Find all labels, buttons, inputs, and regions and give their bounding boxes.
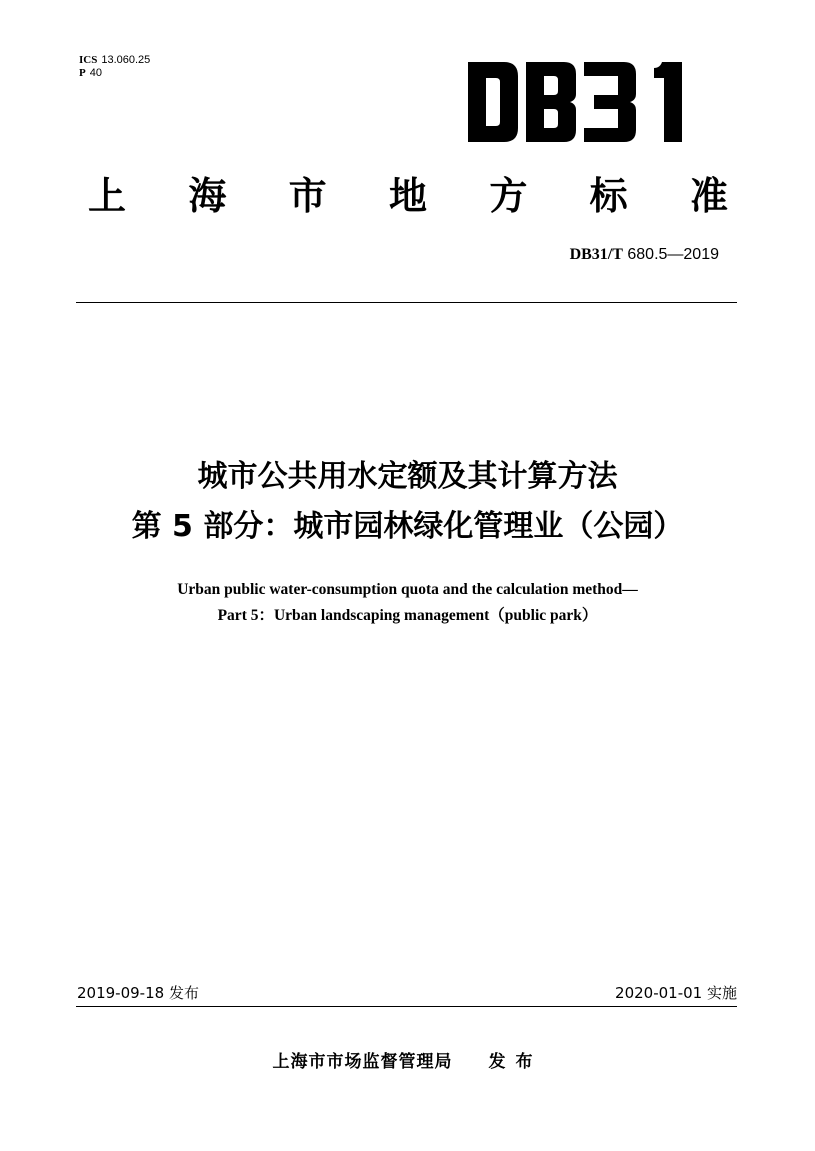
- category-char: 上: [88, 173, 127, 218]
- top-divider: [76, 302, 737, 303]
- publisher-action: 发布: [488, 1052, 543, 1072]
- title-cn-line2: 第 5 部分：城市园林绿化管理业（公园）: [131, 509, 684, 544]
- implementation-date: 2020-01-01 实施: [615, 984, 737, 1002]
- issue-date: 2019-09-18 发布: [77, 984, 199, 1002]
- ccs-code: 40: [89, 67, 102, 79]
- classification-codes: [79, 54, 150, 80]
- title-en-line2: Part 5：Urban landscaping management（public park）: [217, 607, 598, 624]
- ics-label: ICS: [79, 54, 98, 66]
- bottom-divider: [76, 1006, 737, 1007]
- ics-code: 13.060.25: [101, 54, 151, 66]
- publisher-org: 上海市市场监督管理局: [272, 1052, 453, 1072]
- ics-line: [79, 54, 150, 67]
- standard-code: 680.5—2019: [622, 246, 719, 263]
- ccs-line: [79, 67, 150, 80]
- category-char: 标: [589, 173, 628, 218]
- category-char: 海: [188, 173, 227, 218]
- category-char: 方: [489, 173, 528, 218]
- db31-logo: [468, 62, 694, 142]
- publisher: [0, 1047, 815, 1072]
- standard-number: [570, 246, 719, 264]
- title-cn-line1: 城市公共用水定额及其计算方法: [197, 459, 618, 494]
- category-char: 市: [288, 173, 327, 218]
- category-char: 准: [689, 173, 728, 218]
- ccs-label: P: [79, 67, 86, 79]
- category-char: 地: [388, 173, 427, 218]
- standard-category-title: [88, 166, 728, 218]
- title-en-line1: Urban public water-consumption quota and the calculation method—: [177, 581, 638, 598]
- standard-prefix: DB31/T: [569, 246, 623, 263]
